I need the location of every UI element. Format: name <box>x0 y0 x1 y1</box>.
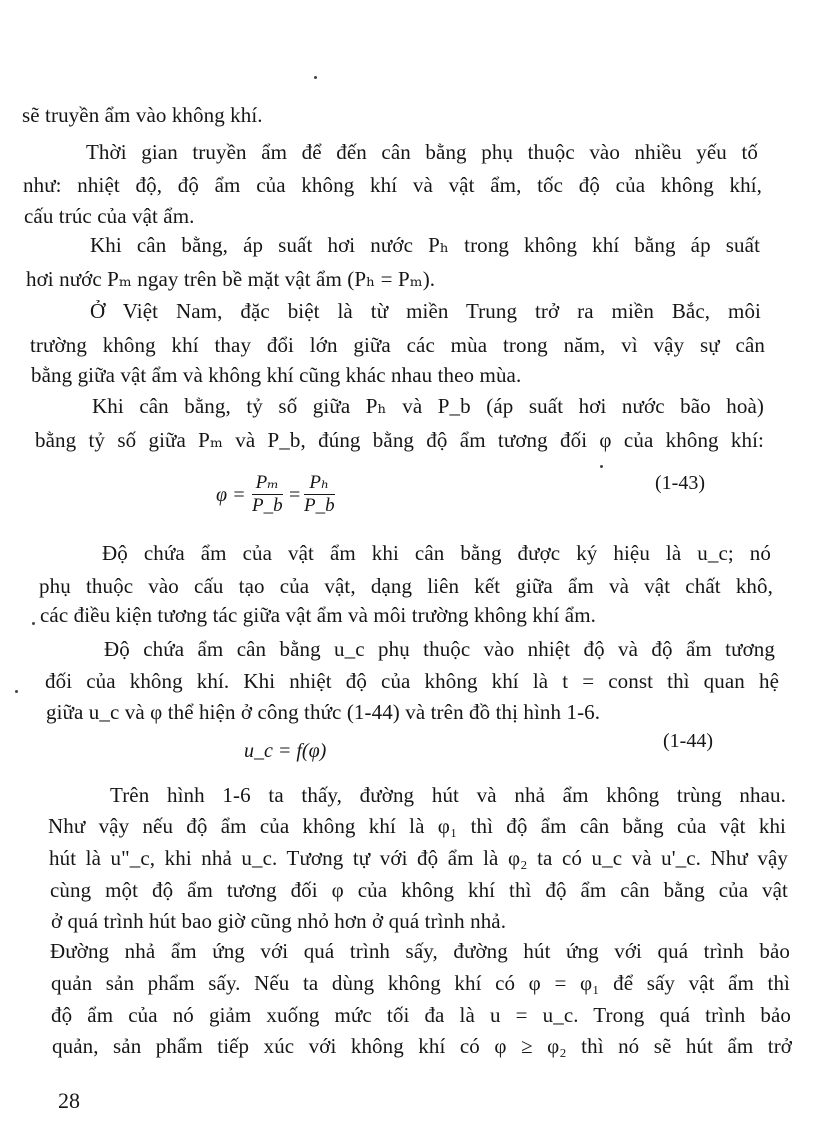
scan-speck <box>15 690 18 693</box>
text-line: cùng một độ ẩm tương đối φ của không khí thì độ ẩm cân bằng của vật <box>50 878 788 902</box>
fraction-denominator: P_b <box>252 495 283 516</box>
equation-number: (1-44) <box>663 730 713 752</box>
text-line: Đường nhả ẩm ứng với quá trình sấy, đường hút ứng với quá trình bảo <box>50 939 790 963</box>
scan-speck <box>32 622 35 625</box>
fraction-1 <box>252 472 283 517</box>
text-line: Ở Việt Nam, đặc biệt là từ miền Trung trở ra miền Bắc, môi <box>90 299 761 323</box>
text-line: độ ẩm của nó giảm xuống mức tối đa là u = u_c. Trong quá trình bảo <box>51 1003 791 1027</box>
text-line: sẽ truyền ẩm vào không khí. <box>22 103 263 127</box>
text-line: bằng tỷ số giữa Pₘ và P_b, đúng bằng độ ẩm tương đối φ của không khí: <box>35 428 764 452</box>
text-line: Như vậy nếu độ ẩm của không khí là φ₁ thì độ ẩm cân bằng của vật khi <box>48 814 786 838</box>
equals-sign: = <box>289 484 301 506</box>
equation-lhs: φ = <box>216 484 246 506</box>
text-line: giữa u_c và φ thể hiện ở công thức (1-44) và trên đồ thị hình 1-6. <box>46 700 601 724</box>
fraction-2 <box>304 472 335 517</box>
text-line: hơi nước Pₘ ngay trên bề mặt vật ẩm (Pₕ = Pₘ). <box>26 267 436 291</box>
text-line: quản, sản phẩm tiếp xúc với không khí có φ ≥ φ₂ thì nó sẽ hút ẩm trở <box>52 1034 792 1058</box>
fraction-numerator: Pₘ <box>252 472 283 495</box>
text-line: Trên hình 1-6 ta thấy, đường hút và nhả ẩm không trùng nhau. <box>110 783 786 807</box>
text-line: Khi cân bằng, tỷ số giữa Pₕ và P_b (áp suất hơi nước bão hoà) <box>92 394 764 418</box>
text-line: Khi cân bằng, áp suất hơi nước Pₕ trong không khí bằng áp suất <box>90 233 760 257</box>
equation-number: (1-43) <box>655 472 705 494</box>
text-line: ở quá trình hút bao giờ cũng nhỏ hơn ở quá trình nhả. <box>51 909 507 933</box>
page-number: 28 <box>58 1088 80 1113</box>
scan-speck <box>314 76 317 79</box>
text-line: bằng giữa vật ẩm và không khí cũng khác nhau theo mùa. <box>31 363 522 387</box>
text-line: hút là u"_c, khi nhả u_c. Tương tự với độ ẩm là φ₂ ta có u_c và u'_c. Như vậy <box>49 846 788 870</box>
text-line: đối của không khí. Khi nhiệt độ của không khí là t = const thì quan hệ <box>45 669 779 693</box>
scan-speck <box>600 465 603 468</box>
text-line: Độ chứa ẩm cân bằng u_c phụ thuộc vào nhiệt độ và độ ẩm tương <box>104 637 775 661</box>
equation-expression: u_c = f(φ) <box>244 740 327 762</box>
text-line: quản sản phẩm sấy. Nếu ta dùng không khí có φ = φ₁ để sấy vật ẩm thì <box>51 971 790 995</box>
text-line: Thời gian truyền ẩm để đến cân bằng phụ thuộc vào nhiều yếu tố <box>86 140 758 164</box>
text-line: cấu trúc của vật ẩm. <box>24 204 195 228</box>
fraction-denominator: P_b <box>304 495 335 516</box>
text-line: Độ chứa ẩm của vật ẩm khi cân bằng được ký hiệu là u_c; nó <box>102 541 771 565</box>
text-line: như: nhiệt độ, độ ẩm của không khí và vật ẩm, tốc độ của không khí, <box>23 173 762 197</box>
text-line: phụ thuộc vào cấu tạo của vật, dạng liên kết giữa ẩm và vật chất khô, <box>39 574 773 598</box>
fraction-numerator: Pₕ <box>304 472 335 495</box>
text-line: các điều kiện tương tác giữa vật ẩm và môi trường không khí ẩm. <box>40 603 597 627</box>
text-line: trường không khí thay đổi lớn giữa các mùa trong năm, vì vậy sự cân <box>30 333 765 357</box>
